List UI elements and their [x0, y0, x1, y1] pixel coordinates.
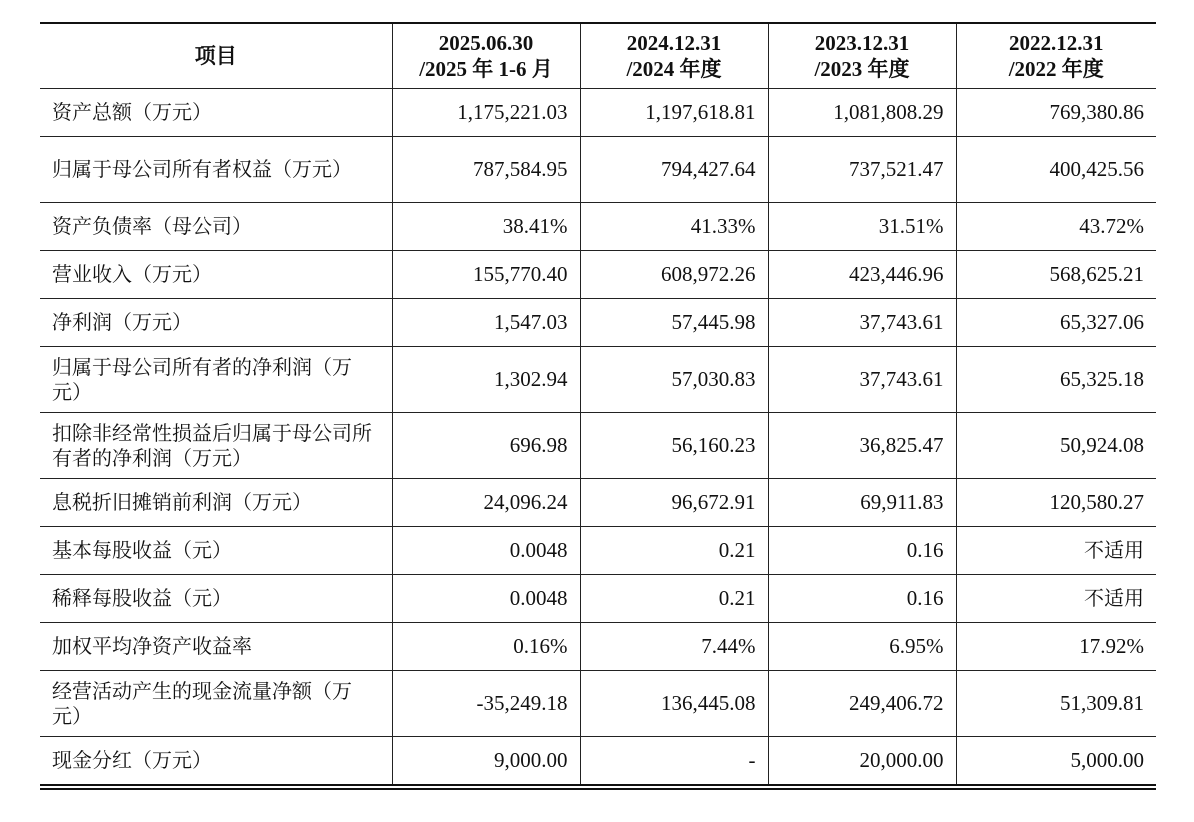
cell-value: 155,770.40	[392, 251, 580, 299]
cell-value: 0.21	[580, 575, 768, 623]
cell-value: 0.16	[768, 575, 956, 623]
header-row	[40, 24, 1156, 89]
cell-value: 57,030.83	[580, 347, 768, 413]
bottom-rule	[40, 784, 1156, 786]
table-row	[40, 413, 1156, 479]
header-item	[40, 24, 392, 89]
row-label: 归属于母公司所有者的净利润（万元）	[40, 347, 392, 413]
header-2024	[580, 24, 768, 89]
cell-value: 37,743.61	[768, 347, 956, 413]
cell-value: 0.16%	[392, 623, 580, 671]
cell-value: 43.72%	[956, 203, 1156, 251]
cell-value: 24,096.24	[392, 479, 580, 527]
table-row	[40, 671, 1156, 737]
cell-value: 7.44%	[580, 623, 768, 671]
cell-value: 696.98	[392, 413, 580, 479]
cell-value: 423,446.96	[768, 251, 956, 299]
row-label: 归属于母公司所有者权益（万元）	[40, 137, 392, 203]
cell-value: 31.51%	[768, 203, 956, 251]
cell-value: 69,911.83	[768, 479, 956, 527]
cell-value: 9,000.00	[392, 737, 580, 785]
table-row	[40, 737, 1156, 785]
table-row	[40, 299, 1156, 347]
cell-value: 37,743.61	[768, 299, 956, 347]
cell-value: 36,825.47	[768, 413, 956, 479]
cell-value: 0.0048	[392, 575, 580, 623]
cell-value: 不适用	[956, 575, 1156, 623]
cell-value: 6.95%	[768, 623, 956, 671]
table-row	[40, 251, 1156, 299]
table-row	[40, 479, 1156, 527]
financial-table-container	[40, 22, 1156, 790]
header-period: /2023 年度	[814, 57, 910, 81]
row-label: 营业收入（万元）	[40, 251, 392, 299]
table-row	[40, 203, 1156, 251]
row-label: 资产负债率（母公司）	[40, 203, 392, 251]
cell-value: 1,081,808.29	[768, 89, 956, 137]
cell-value: 5,000.00	[956, 737, 1156, 785]
table-row	[40, 137, 1156, 203]
cell-value: 120,580.27	[956, 479, 1156, 527]
row-label: 加权平均净资产收益率	[40, 623, 392, 671]
cell-value: 不适用	[956, 527, 1156, 575]
cell-value: 1,175,221.03	[392, 89, 580, 137]
cell-value: 568,625.21	[956, 251, 1156, 299]
table-row	[40, 527, 1156, 575]
cell-value: 737,521.47	[768, 137, 956, 203]
cell-value: 51,309.81	[956, 671, 1156, 737]
cell-value: -	[580, 737, 768, 785]
cell-value: 38.41%	[392, 203, 580, 251]
cell-value: 17.92%	[956, 623, 1156, 671]
cell-value: 96,672.91	[580, 479, 768, 527]
cell-value: 56,160.23	[580, 413, 768, 479]
cell-value: 65,327.06	[956, 299, 1156, 347]
bottom-rule-double	[40, 788, 1156, 790]
cell-value: 400,425.56	[956, 137, 1156, 203]
table-row	[40, 89, 1156, 137]
row-label: 现金分红（万元）	[40, 737, 392, 785]
row-label: 基本每股收益（元）	[40, 527, 392, 575]
cell-value: 794,427.64	[580, 137, 768, 203]
row-label: 稀释每股收益（元）	[40, 575, 392, 623]
table-row	[40, 347, 1156, 413]
row-label: 息税折旧摊销前利润（万元）	[40, 479, 392, 527]
header-2025h1	[392, 24, 580, 89]
row-label: 扣除非经常性损益后归属于母公司所有者的净利润（万元）	[40, 413, 392, 479]
cell-value: 249,406.72	[768, 671, 956, 737]
cell-value: 787,584.95	[392, 137, 580, 203]
header-date: 2022.12.31	[1009, 31, 1104, 55]
financial-summary-table	[40, 24, 1156, 784]
cell-value: 1,302.94	[392, 347, 580, 413]
row-label: 净利润（万元）	[40, 299, 392, 347]
table-row	[40, 575, 1156, 623]
cell-value: 0.21	[580, 527, 768, 575]
cell-value: 41.33%	[580, 203, 768, 251]
cell-value: 769,380.86	[956, 89, 1156, 137]
cell-value: 1,547.03	[392, 299, 580, 347]
cell-value: 0.16	[768, 527, 956, 575]
header-2022	[956, 24, 1156, 89]
cell-value: 65,325.18	[956, 347, 1156, 413]
header-item-label: 项目	[194, 44, 237, 68]
header-date: 2023.12.31	[814, 31, 910, 55]
cell-value: -35,249.18	[392, 671, 580, 737]
header-date: 2024.12.31	[626, 31, 722, 55]
header-period: /2025 年 1-6 月	[419, 57, 553, 81]
cell-value: 608,972.26	[580, 251, 768, 299]
cell-value: 1,197,618.81	[580, 89, 768, 137]
cell-value: 50,924.08	[956, 413, 1156, 479]
cell-value: 136,445.08	[580, 671, 768, 737]
header-2023	[768, 24, 956, 89]
cell-value: 57,445.98	[580, 299, 768, 347]
cell-value: 20,000.00	[768, 737, 956, 785]
header-period: /2024 年度	[626, 57, 722, 81]
row-label: 资产总额（万元）	[40, 89, 392, 137]
header-date: 2025.06.30	[438, 31, 534, 55]
table-row	[40, 623, 1156, 671]
header-period: /2022 年度	[1008, 57, 1104, 81]
row-label: 经营活动产生的现金流量净额（万元）	[40, 671, 392, 737]
cell-value: 0.0048	[392, 527, 580, 575]
